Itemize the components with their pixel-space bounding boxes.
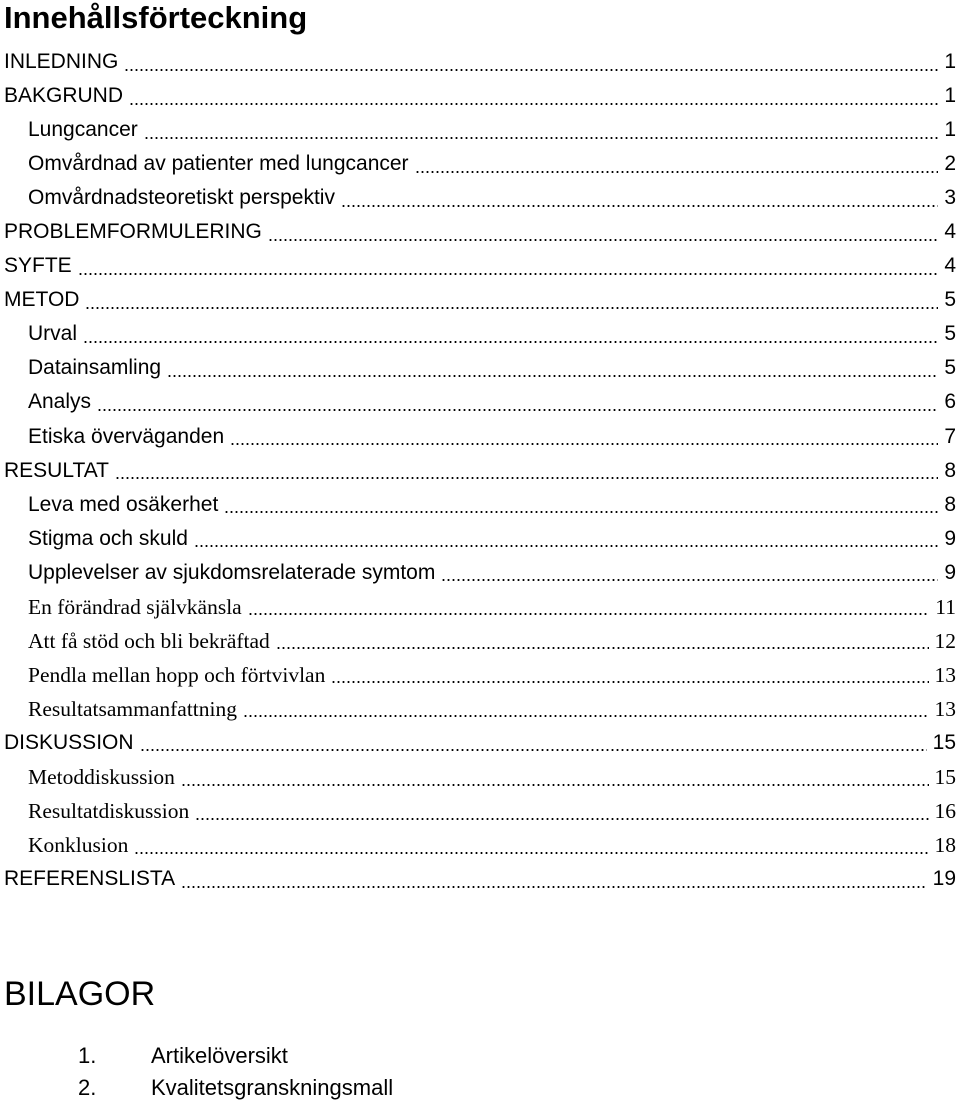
toc-entry-label: Metoddiskussion [28,764,175,789]
toc-entry-page-number: 7 [944,424,956,448]
toc-dot-leader [167,351,938,385]
toc-dot-leader [195,794,928,828]
toc-entry-label: Analys [28,390,92,414]
toc-entry-page-number: 8 [944,458,956,482]
toc-entry-page-number: 15 [932,730,956,754]
toc-entry[interactable] [0,488,956,522]
toc-entry[interactable] [0,828,956,862]
toc-entry-label: DISKUSSION [4,730,134,754]
toc-dot-leader [441,556,938,590]
toc-entry[interactable] [0,385,956,419]
attachment-title: Artikelöversikt [151,1043,288,1068]
toc-entry-label: Resultatdiskussion [28,799,190,824]
page-title: Innehållsförteckning [4,0,308,35]
toc-entry[interactable] [0,317,956,351]
toc-entry-page-number: 16 [934,799,956,824]
toc-dot-leader [181,760,929,794]
toc-dot-leader [124,45,938,79]
toc-entry[interactable] [0,249,956,283]
toc-entry-label: PROBLEMFORMULERING [4,220,262,244]
toc-entry-label: En förändrad självkänsla [28,594,242,619]
toc-entry-page-number: 13 [934,696,956,721]
toc-entry-page-number: 18 [934,833,956,858]
toc-entry[interactable] [0,590,956,624]
toc-dot-leader [248,590,930,624]
toc-entry[interactable] [0,420,956,454]
toc-entry-label: BAKGRUND [4,84,124,108]
toc-dot-leader [85,283,938,317]
toc-entry-page-number: 13 [934,662,956,687]
attachment-number: 2. [78,1075,97,1100]
toc-entry[interactable] [0,454,956,488]
toc-entry-label: Datainsamling [28,356,162,380]
toc-entry[interactable] [0,147,956,181]
toc-entry-page-number: 1 [944,118,956,142]
toc-entry-page-number: 8 [944,492,956,516]
toc-entry-label: Resultatsammanfattning [28,696,237,721]
toc-entry-page-number: 6 [944,390,956,414]
toc-entry-page-number: 1 [944,84,956,108]
toc-dot-leader [276,624,929,658]
toc-entry-page-number: 2 [944,152,956,176]
toc-entry-label: Omvårdnad av patienter med lungcancer [28,152,409,176]
toc-entry-page-number: 15 [934,764,956,789]
toc-entry-label: INLEDNING [4,50,119,73]
toc-entry[interactable] [0,726,956,760]
toc-entry-page-number: 1 [944,50,956,73]
toc-entry[interactable] [0,113,956,147]
toc-entry-label: Omvårdnadsteoretiskt perspektiv [28,186,335,210]
toc-entry-page-number: 12 [934,628,956,653]
toc-entry[interactable] [0,351,956,385]
toc-dot-leader [78,249,939,283]
toc-entry[interactable] [0,215,956,249]
toc-entry-label: Att få stöd och bli bekräftad [28,628,270,653]
toc-entry-page-number: 4 [944,220,956,244]
toc-entry-page-number: 9 [944,560,956,584]
toc-entry[interactable] [0,522,956,556]
toc-entry[interactable] [0,658,956,692]
toc-entry-page-number: 5 [944,356,956,380]
toc-entry[interactable] [0,862,956,896]
toc-dot-leader [243,692,929,726]
toc-entry-label: Leva med osäkerhet [28,492,219,516]
toc-dot-leader [181,862,926,896]
toc-entry-page-number: 5 [944,288,956,312]
toc-entry-label: Stigma och skuld [28,526,188,550]
toc-entry[interactable] [0,692,956,726]
toc-entry-label: Konklusion [28,833,129,858]
toc-dot-leader [140,726,927,760]
toc-entry[interactable] [0,760,956,794]
toc-entry-page-number: 9 [944,526,956,550]
toc-entry-label: Upplevelser av sjukdomsrelaterade symtom [28,560,436,584]
toc-entry-label: Urval [28,322,78,346]
toc-entry-page-number: 11 [935,594,956,619]
toc-entry-label: Lungcancer [28,118,138,142]
toc-entry-label: METOD [4,288,80,312]
toc-entry-page-number: 19 [932,867,956,891]
toc-dot-leader [415,147,939,181]
toc-dot-leader [97,385,938,419]
toc-entry-page-number: 4 [944,254,956,278]
toc-dot-leader [115,454,938,488]
toc-entry-page-number: 5 [944,322,956,346]
toc-dot-leader [144,113,939,147]
toc-dot-leader [224,488,938,522]
toc-dot-leader [83,317,938,351]
attachments-heading: BILAGOR [4,975,156,1013]
toc-entry[interactable] [0,283,956,317]
toc-entry[interactable] [0,181,956,215]
toc-entry-label: Pendla mellan hopp och förtvivlan [28,662,326,687]
toc-dot-leader [331,658,928,692]
toc-entry[interactable] [0,45,956,79]
toc-dot-leader [230,420,938,454]
toc-dot-leader [268,215,938,249]
table-of-contents [0,45,956,896]
attachment-number: 1. [78,1043,97,1068]
toc-entry[interactable] [0,79,956,113]
toc-entry-label: Etiska överväganden [28,424,225,448]
toc-dot-leader [134,828,928,862]
toc-entry-label: REFERENSLISTA [4,867,176,891]
toc-entry-label: SYFTE [4,254,72,278]
toc-entry-page-number: 3 [944,186,956,210]
toc-dot-leader [194,522,938,556]
toc-dot-leader [129,79,938,113]
toc-entry[interactable] [0,794,956,828]
attachment-title: Kvalitetsgranskningsmall [151,1075,394,1100]
toc-entry[interactable] [0,624,956,658]
toc-dot-leader [341,181,938,215]
toc-entry-label: RESULTAT [4,458,110,482]
toc-entry[interactable] [0,556,956,590]
